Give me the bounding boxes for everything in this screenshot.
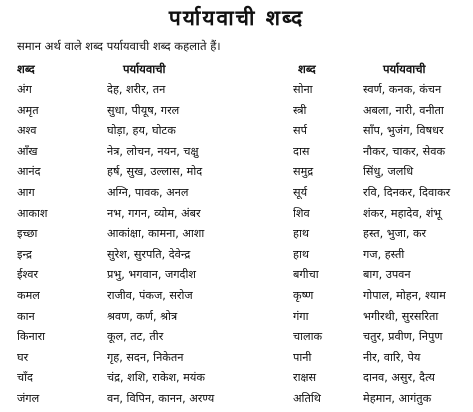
synonyms-left: देह, शरीर, तन [107,83,166,96]
table-row [0,82,473,103]
synonyms-left: कूल, तट, तीर [107,330,164,344]
table-row [0,247,473,268]
word-left: किनारा [17,330,46,344]
synonyms-left: नभ, गगन, व्योम, अंबर [107,206,201,220]
table-row [0,226,473,247]
word-left: कान [17,309,35,323]
table-row [0,391,473,412]
word-right: सूर्य [293,185,308,199]
table-row [0,370,473,391]
synonyms-right: दानव, असुर, दैत्य [363,371,435,385]
synonym-table [0,82,473,412]
synonyms-right: चतुर, प्रवीण, निपुण [363,330,443,344]
synonyms-right: साँप, भुजंग, विषधर [363,124,444,138]
synonyms-left: आकांक्षा, कामना, आशा [107,227,205,241]
word-right: शिव [293,206,310,220]
synonyms-right: हस्त, भुजा, कर [363,227,427,241]
word-right: हाथ [293,227,309,241]
header-right-word: शब्द [298,62,316,76]
word-right: गंगा [293,309,309,323]
word-right: कृष्ण [293,288,314,302]
synonyms-right: नौकर, चाकर, सेवक [363,144,446,158]
synonyms-right: मेहमान, आगंतुक [363,391,432,405]
synonyms-left: नेत्र, लोचन, नयन, चक्षु [107,144,199,158]
synonyms-right: रवि, दिनकर, दिवाकर [363,185,451,199]
word-left: आग [17,185,35,199]
word-right: सर्प [293,124,307,138]
word-left: अमृत [17,103,39,117]
synonyms-left: गृह, सदन, निकेतन [107,350,184,364]
synonyms-left: श्रवण, कर्ण, श्रोत्र [107,309,178,323]
word-left: कमल [17,288,40,302]
table-row [0,267,473,288]
table-row [0,164,473,185]
synonyms-left: चंद्र, शशि, राकेश, मयंक [107,371,205,385]
table-row [0,288,473,309]
word-left: इच्छा [17,227,38,241]
synonyms-right: गज, हस्ती [363,247,405,261]
word-right: समुद्र [293,165,314,179]
word-left: इन्द्र [17,247,32,261]
table-row [0,329,473,350]
synonyms-left: सुरेश, सुरपति, देवेन्द्र [107,247,191,261]
header-left-synonyms: पर्यायवाची [123,62,166,76]
synonyms-left: अग्नि, पावक, अनल [107,185,189,199]
synonyms-right: शंकर, महादेव, शंभू [363,206,442,220]
word-right: स्त्री [293,103,307,117]
table-row [0,185,473,206]
intro-text: समान अर्थ वाले शब्द पर्यायवाची शब्द कहलाते हैं। [17,39,221,53]
synonyms-left: राजीव, पंकज, सरोज [107,288,193,302]
synonyms-left: हर्ष, सुख, उल्लास, मोद [107,165,203,179]
word-right: चालाक [293,330,323,344]
synonyms-right: सिंधु, जलधि [363,165,414,179]
word-right: राक्षस [293,371,317,385]
table-row [0,103,473,124]
table-row [0,206,473,227]
word-right: अतिथि [293,391,321,405]
word-left: अंग [17,83,32,96]
word-right: बगीचा [293,268,319,282]
word-left: आकाश [17,206,48,220]
table-row [0,123,473,144]
word-left: घर [17,350,29,364]
word-left: ईश्वर [17,268,39,282]
word-left: चाँद [17,371,33,385]
synonyms-left: वन, विपिन, कानन, अरण्य [107,391,215,405]
table-row [0,350,473,371]
synonyms-right: नीर, वारि, पेय [363,350,421,364]
synonyms-right: बाग, उपवन [363,268,411,282]
word-right: दास [293,144,310,158]
header-left-word: शब्द [17,62,35,76]
word-left: आनंद [17,165,41,179]
synonyms-left: प्रभु, भगवान, जगदीश [107,268,196,282]
word-left: अश्व [17,124,37,138]
word-right: हाथ [293,247,309,261]
synonyms-right: गोपाल, मोहन, श्याम [363,288,446,302]
word-right: पानी [293,350,312,364]
word-right: सोना [293,83,313,96]
table-row [0,144,473,165]
header-right-synonyms: पर्यायवाची [383,62,426,76]
page-title: पर्यायवाची शब्द [168,6,305,30]
word-left: आँख [17,144,38,158]
word-left: जंगल [17,391,40,405]
synonyms-left: सुधा, पीयूष, गरल [107,103,180,117]
synonyms-right: स्वर्ण, कनक, कंचन [363,83,442,96]
table-row [0,309,473,330]
synonyms-left: घोड़ा, हय, घोटक [107,124,176,138]
synonyms-right: भगीरथी, सुरसरिता [363,309,439,323]
synonyms-right: अबला, नारी, वनीता [363,103,444,117]
